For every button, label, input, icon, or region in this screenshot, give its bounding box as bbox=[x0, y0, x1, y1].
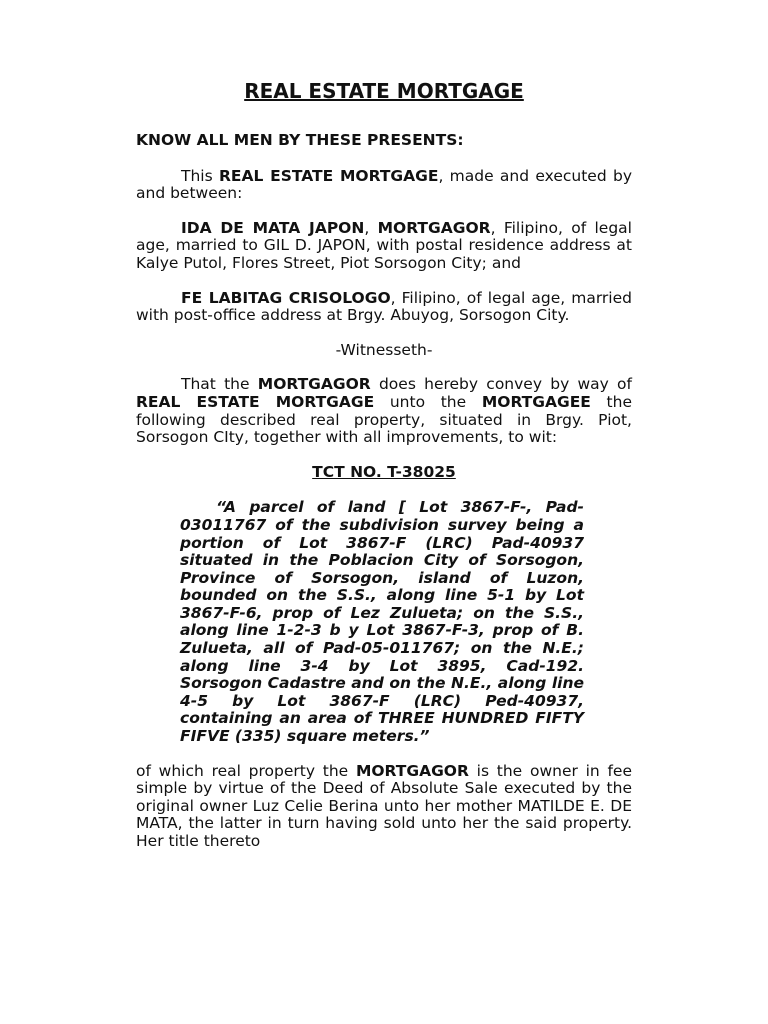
paragraph-ownership bbox=[136, 763, 632, 851]
text-segment: unto the bbox=[374, 392, 482, 411]
document-page bbox=[136, 78, 632, 851]
text-segment: of which real property the bbox=[136, 761, 356, 780]
paragraph-intro bbox=[136, 168, 632, 203]
property-description-quote: “A parcel of land [ Lot 3867-F-, Pad-03011767 of the subdivision survey being a portion of Lot 3867-F (LRC) Pad-40937 situated in the Poblacion City of Sorsogon, Province of Sorsogon, island of Luzon, bounded on the S.S., along line 5-1 by Lot 3867-F-6, prop of Lez Zulueta; on the S.S., along line 1-2-3 b y Lot 3867-F-3, prop of B. Zulueta, all of Pad-05-011767; on the N.E.; along line 3-4 by Lot 3895, Cad-192. Sorsogon Cadastre and on the N.E., along line 4-5 by Lot 3867-F (LRC) Ped-40937, containing an area of THREE HUNDRED FIFTY FIFVE (335) square meters.” bbox=[180, 498, 584, 746]
mortgagor-name: IDA DE MATA JAPON bbox=[181, 218, 365, 237]
bold-text: MORTGAGOR bbox=[377, 218, 491, 237]
text-segment: This bbox=[181, 166, 219, 185]
bold-text: REAL ESTATE MORTGAGE bbox=[136, 392, 375, 411]
text-segment: , made and executed by and between: bbox=[136, 166, 632, 203]
paragraph-mortgagee bbox=[136, 290, 632, 325]
paragraph-mortgagor bbox=[136, 220, 632, 273]
tct-number: TCT NO. T-38025 bbox=[312, 462, 456, 481]
witnesseth-line: -Witnesseth- bbox=[335, 340, 433, 359]
text-segment: , bbox=[364, 218, 378, 237]
paragraph-conveyance bbox=[136, 376, 632, 446]
text-segment: That the bbox=[181, 375, 258, 394]
text-segment: , Filipino, of legal age, married with post-office address at Brgy. Abuyog, Sorsogon City. bbox=[136, 288, 632, 325]
bold-text: REAL ESTATE MORTGAGE bbox=[218, 166, 439, 185]
document-title: REAL ESTATE MORTGAGE bbox=[244, 79, 524, 103]
text-segment: does hereby convey by way of bbox=[370, 375, 632, 394]
text-segment: , Filipino, of legal age, married to GIL D. JAPON, with postal residence address at Kalye Putol, Flores Street, Piot Sorsogon City; and bbox=[136, 218, 632, 272]
bold-text: MORTGAGEE bbox=[481, 392, 591, 411]
bold-text: MORTGAGOR bbox=[257, 375, 371, 394]
mortgagee-name: FE LABITAG CRISOLOGO bbox=[181, 288, 391, 307]
document-heading: KNOW ALL MEN BY THESE PRESENTS: bbox=[136, 131, 464, 149]
bold-text: MORTGAGOR bbox=[355, 761, 469, 780]
text-segment: the following described real property, situated in Brgy. Piot, Sorsogon CIty, together with all improvements, to wit: bbox=[136, 392, 632, 447]
text-segment: is the owner in fee simple by virtue of the Deed of Absolute Sale executed by the original owner Luz Celie Berina unto her mother MATILDE E. DE MATA, the latter in turn having sold unto her the said property. Her title thereto bbox=[136, 761, 632, 850]
